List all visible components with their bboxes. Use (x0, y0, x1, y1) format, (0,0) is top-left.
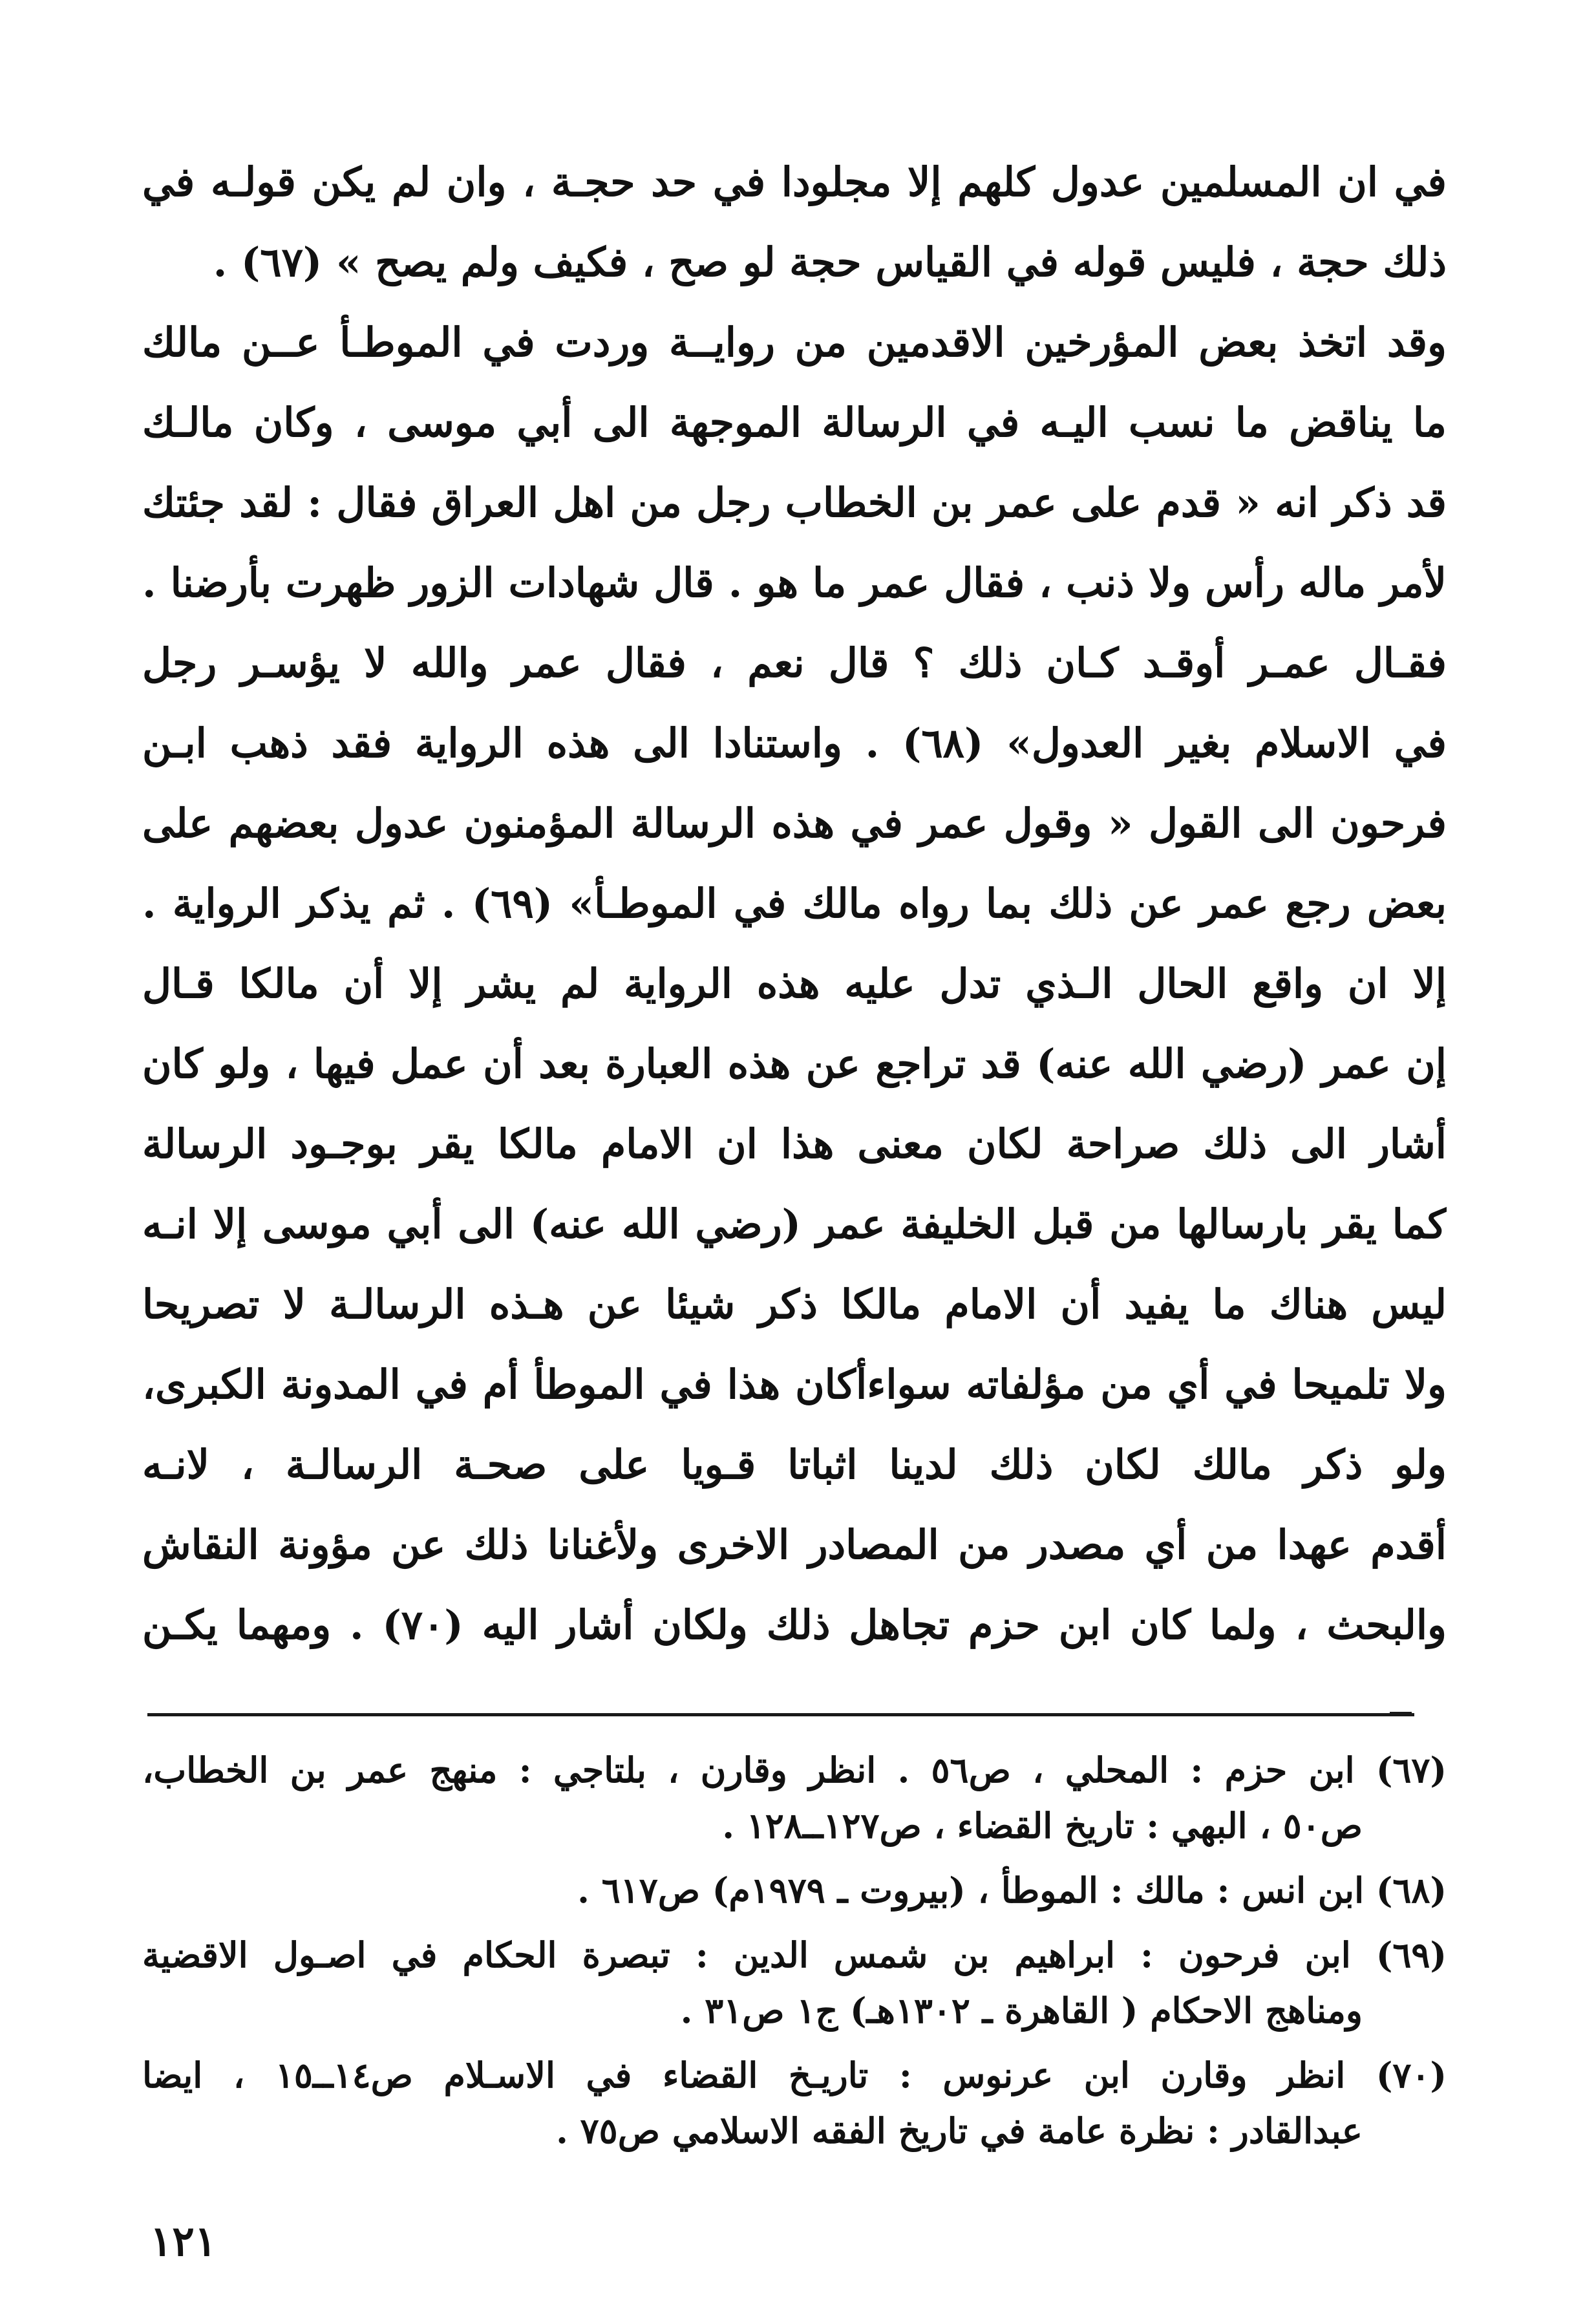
footnote-70-line-1: (٧٠) انظر وقارن ابن عرنوس : تاريـخ القضاء في الاسـلام ص١٤ــ١٥ ، ايضا (142, 2054, 1447, 2096)
text-line: وقد اتخذ بعض المؤرخين الاقدمين من روايــة وردت في الموطـأ عــن مالك (142, 319, 1447, 366)
text-line: بعض رجع عمر عن ذلك بما رواه مالك في الموطـأ» (٦٩) . ثم يذكر الرواية . (142, 880, 1447, 927)
footnote-67-line-1: (٦٧) ابن حزم : المحلي ، ص٥٦ . انظر وقارن ، بلتاجي : منهج عمر بن الخطاب، (142, 1749, 1447, 1791)
text-line: أقدم عهدا من أي مصدر من المصادر الاخرى ولأغنانا ذلك عن مؤونة النقاش (142, 1521, 1447, 1568)
text-line: ولا تلميحا في أي من مؤلفاته سواءأكان هذا في الموطأ أم في المدونة الكبرى، (142, 1361, 1447, 1408)
text-line: قد ذكر انه « قدم على عمر بن الخطاب رجل من اهل العراق فقال : لقد جئتك (142, 479, 1447, 526)
text-line: ما يناقض ما نسب اليـه في الرسالة الموجهة الى أبي موسى ، وكان مالـك (142, 399, 1447, 446)
footnote-69-line-1: (٦٩) ابن فرحون : ابراهيم بن شمس الدين : تبصرة الحكام في اصـول الاقضية (142, 1934, 1447, 1976)
footnote-separator (147, 1713, 1414, 1716)
text-line: في الاسلام بغير العدول» (٦٨) . واستنادا الى هذه الرواية فقد ذهب ابـن (142, 720, 1447, 767)
footnotes (142, 1742, 1447, 2159)
text-line: إن عمر (رضي الله عنه) قد تراجع عن هذه العبارة بعد أن عمل فيها ، ولو كان (142, 1040, 1447, 1087)
footnote-67-line-2: ص٥٠ ، البهي : تاريخ القضاء ، ص١٢٧ــ١٢٨ . (722, 1805, 1363, 1846)
text-line: فرحون الى القول « وقول عمر في هذه الرسالة المؤمنون عدول بعضهم على (142, 800, 1447, 847)
text-line: والبحث ، ولما كان ابن حزم تجاهل ذلك ولكان أشار اليه (٧٠) . ومهما يكـن (142, 1601, 1447, 1648)
text-line: لأمر ماله رأس ولا ذنب ، فقال عمر ما هو . قال شهادات الزور ظهرت بأرضنا . (142, 559, 1447, 606)
footnote-68-line-1: (٦٨) ابن انس : مالك : الموطأ ، (بيروت ـ ١٩٧٩م) ص٦١٧ . (577, 1870, 1447, 1911)
footnote-70-line-2: عبدالقادر : نظرة عامة في تاريخ الفقه الاسلامي ص٧٥ . (556, 2110, 1363, 2151)
footnote-gap (142, 1918, 1447, 1927)
text-line: إلا ان واقع الحال الـذي تدل عليه هذه الرواية لم يشر إلا أن مالكا قـال (142, 960, 1447, 1007)
text-line: ذلك حجة ، فليس قوله في القياس حجة لو صح ، فكيف ولم يصح » (٦٧) . (213, 239, 1447, 286)
page-number: ١٢١ (150, 2217, 217, 2266)
footnote-gap (142, 1853, 1447, 1862)
text-line: فقـال عمـر أوقـد كـان ذلك ؟ قال نعم ، فقال عمر والله لا يؤسـر رجل (142, 639, 1447, 687)
text-line: ليس هناك ما يفيد أن الامام مالكا ذكر شيئا عن هـذه الرسالـة لا تصريحا (142, 1281, 1447, 1328)
footnote-separator-tick (1390, 1712, 1412, 1714)
text-line: في ان المسلمين عدول كلهم إلا مجلودا في حد حجـة ، وان لم يكن قولـه في (142, 158, 1447, 206)
text-line: ولو ذكر مالك لكان ذلك لدينا اثباتا قـويا على صحـة الرسالـة ، لانـه (142, 1441, 1447, 1488)
text-line: أشار الى ذلك صراحة لكان معنى هذا ان الامام مالكا يقر بوجـود الرسالة (142, 1120, 1447, 1167)
footnote-69-line-2: ومناهج الاحكام ( القاهرة ـ ١٣٠٢هـ) ج١ ص٣١ . (680, 1990, 1363, 2031)
text-line: كما يقر بارسالها من قبل الخليفة عمر (رضي الله عنه) الى أبي موسى إلا انـه (142, 1200, 1447, 1248)
main-text (142, 142, 1447, 1665)
footnote-gap (142, 2038, 1447, 2047)
